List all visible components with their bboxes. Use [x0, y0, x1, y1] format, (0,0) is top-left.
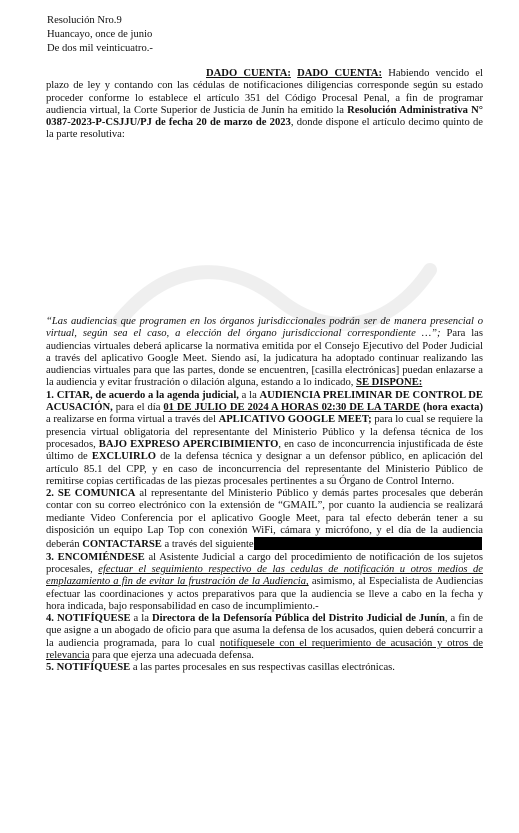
redacted-block	[254, 537, 482, 550]
item-4-underline: notifíquesele con el requerimiento de acusación y otros de relevancia	[46, 637, 483, 662]
item-1-text: para lo cual se requiere la presencia virtual obligatoria del representante del Ministerio Público y la defensa técnica de los procesados,	[46, 414, 483, 450]
item-1-text: a la	[238, 389, 260, 401]
item-1-exact: (hora exacta)	[420, 402, 483, 414]
item-3	[46, 552, 483, 613]
item-1	[46, 390, 483, 488]
intro-text-1: Habiendo vencido el plazo de ley y contando con las cédulas de notificaciones diligencias corresponde según su estado proceder conforme lo establece el artículo 351 del Código Procesal Penal, a fin de programar audiencia virtual, la Corte Superior de Justicia de Junín ha emitido la	[46, 68, 483, 116]
resolution-number: Resolución Nro.9	[47, 15, 122, 26]
item-1-text: para el día	[112, 402, 164, 414]
item-3-title: 3. ENCOMIÉNDESE	[46, 551, 145, 563]
item-3-text: asimismo, al Especialista de Audiencias efectuar las coordinaciones y actos preparativos para que la audiencia se lleve a cabo en la fecha y hora indicada, bajo responsabilidad en caso de incumplimiento.-	[46, 576, 484, 612]
item-1-exclude: EXCLUIRLO	[91, 451, 157, 463]
intro-text-2: , donde dispone el artículo decimo quinto de la parte resolutiva:	[46, 117, 483, 141]
item-4-director: Directora de la Defensoría Pública del Distrito Judicial de Junín	[151, 613, 445, 625]
item-2	[46, 488, 483, 551]
item-5-text: a las partes procesales en sus respectivas casillas electrónicas.	[130, 662, 395, 674]
item-4-text: , a fin de que asigne a un abogado de oficio para que asuma la defensa de los acusados, quien deberá concurrir a la audiencia programada, para lo cual	[46, 613, 483, 649]
quote-italic: “Las audiencias que programen en los órganos jurisdiccionales podrán ser de manera presencial o virtual, según sea el caso, a elección del órgano jurisdiccional correspondiente …”;	[46, 316, 483, 340]
item-2-title: 2. SE COMUNICA	[46, 488, 136, 500]
item-3-emphasis: efectuar el seguimiento respectivo de las cedulas de notificación u otros medios de emplazamiento a fin de evitar la frustración de la Audiencia,	[46, 563, 484, 588]
item-1-warning: BAJO EXPRESO APERCIBIMIENTO	[98, 438, 279, 450]
resolution-header	[47, 14, 347, 56]
se-dispone: SE DISPONE:	[356, 377, 423, 389]
item-1-app: APLICATIVO GOOGLE MEET;	[218, 414, 372, 426]
body-section	[46, 316, 483, 675]
item-2-text: a través del siguiente	[161, 539, 254, 551]
item-5	[46, 662, 483, 674]
dado-cuenta-2: DADO CUENTA:	[297, 68, 382, 79]
resolution-year: De dos mil veinticuatro.-	[47, 43, 153, 54]
item-5-title: 5. NOTIFÍQUESE	[46, 662, 131, 674]
item-1-title: 1. CITAR, de acuerdo a la agenda judicial,	[46, 389, 239, 401]
item-4-title: 4. NOTIFÍQUESE	[46, 613, 131, 625]
item-4-text: para que ejerza una adecuada defensa.	[89, 650, 254, 662]
item-3-text: al Asistente Judicial a cargo del procedimiento de notificación de los sujetos procesales,	[46, 551, 483, 575]
item-2-contact: CONTACTARSE	[82, 539, 162, 551]
item-2-text: al representante del Ministerio Público y demás partes procesales que deberán contar con su correo electrónico con la extensión de “GMAIL”, por cuanto la audiencia se realizará mediante Video Conferencia por el aplicativo Google Meet, para tal efecto deberán tener a su disposición un equipo Lap Top con conexión WiFi, cámara y micrófono, y el día de la audiencia deberán	[46, 488, 483, 551]
resolution-place-date: Huancayo, once de junio	[47, 29, 153, 40]
dado-cuenta-1: DADO CUENTA:	[206, 68, 291, 79]
item-1-datetime: 01 DE JULIO DE 2024 A HORAS 02:30 DE LA TARDE	[163, 402, 421, 414]
intro-paragraph	[46, 68, 483, 142]
administrative-resolution: Resolución Administrativa N° 0387-2023-P-CSJJU/PJ de fecha 20 de marzo de 2023	[46, 104, 483, 129]
item-1-text: , en caso de inconcurrencia injustificada de éste último de	[46, 438, 483, 463]
item-4	[46, 613, 483, 662]
item-1-hearing: AUDIENCIA PRELIMINAR DE CONTROL DE ACUSACIÓN,	[46, 389, 483, 414]
item-1-text: a realizarse en forma virtual a través del	[46, 414, 219, 426]
quote-paragraph	[46, 316, 483, 390]
item-1-text: de la defensa técnica y designar a un defensor público, en aplicación del artículo 85.1 del CPP, y en caso de inconcurrencia del representante del Ministerio Público de remitirse copias certificadas de las piezas procesales pertinentes a su Órgano de Control Interno.	[46, 451, 483, 487]
item-4-text: a la	[130, 613, 152, 625]
quote-text: Para las audiencias virtuales deberá aplicarse la normativa emitida por el Consejo Ejecutivo del Poder Judicial a través del aplicativo Google Meet. Siendo así, la judicatura ha adoptado continuar realizando las audiencias virtuales para que las partes, donde se encuentren, [casilla electrónicas] puedan enlazarse a la audiencia y evitar frustración o dilación alguna, estando a lo indicado,	[46, 328, 483, 389]
